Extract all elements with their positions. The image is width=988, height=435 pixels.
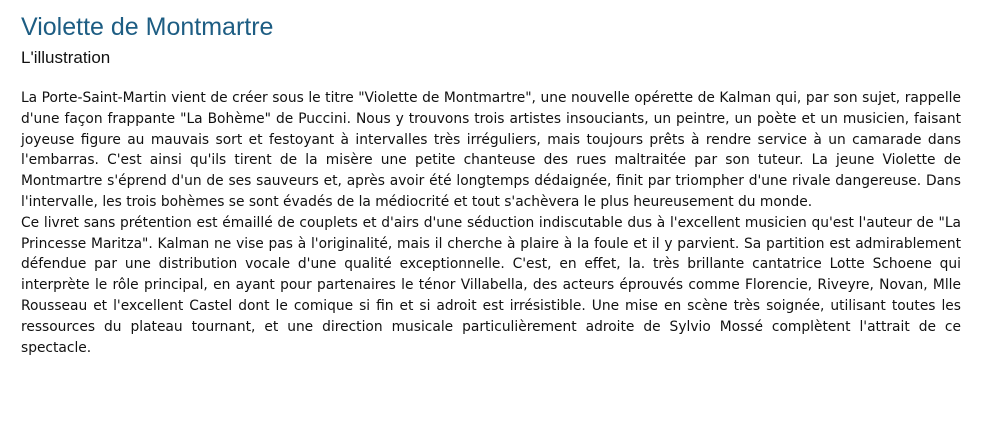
- article-paragraph-2: Ce livret sans prétention est émaillé de couplets et d'airs d'une séduction indiscutable dus à l'excellent musicien qu'est l'auteur de "La Princesse Maritza". Kalman ne vise pas à l'originalité, mais il cherche à plaire à la foule et il y parvient. Sa partition est admirablement défendue par une distribution vocale d'une qualité exceptionnelle. C'est, en effet, la. très brillante cantatrice Lotte Schoene qui interprète le rôle principal, en ayant pour partenaires le ténor Villabella, des acteurs éprouvés comme Florencie, Riveyre, Novan, Mlle Rousseau et l'excellent Castel dont le comique si fin et si adroit est irrésistible. Une mise en scène très soignée, utilisant toutes les ressources du plateau tournant, et une direction musicale particulièrement adroite de Sylvio Mossé complètent l'attrait de ce spectacle.: [21, 214, 961, 356]
- page-title: Violette de Montmartre: [21, 13, 274, 41]
- page-subtitle: L'illustration: [21, 48, 111, 67]
- article-paragraph-1: La Porte-Saint-Martin vient de créer sous le titre "Violette de Montmartre", une nouvelle opérette de Kalman qui, par son sujet, rappelle d'une façon frappante "La Bohème" de Puccini. Nous y trouvons trois artistes insouciants, un peintre, un poète et un musicien, faisant joyeuse figure au mauvais sort et festoyant à intervalles très irréguliers, mais toujours prêts à rendre service à un camarade dans l'embarras. C'est ainsi qu'ils tirent de la misère une petite chanteuse des rues maltraitée par son tuteur. La jeune Violette de Montmartre s'éprend d'un de ses sauveurs et, après avoir été longtemps dédaignée, finit par triompher d'une rivale dangereuse. Dans l'intervalle, les trois bohèmes se sont évadés de la médiocrité et tout s'achèvera le plus heureusement du monde.: [21, 90, 961, 210]
- article-body: [21, 88, 961, 358]
- document-page: [21, 12, 961, 358]
